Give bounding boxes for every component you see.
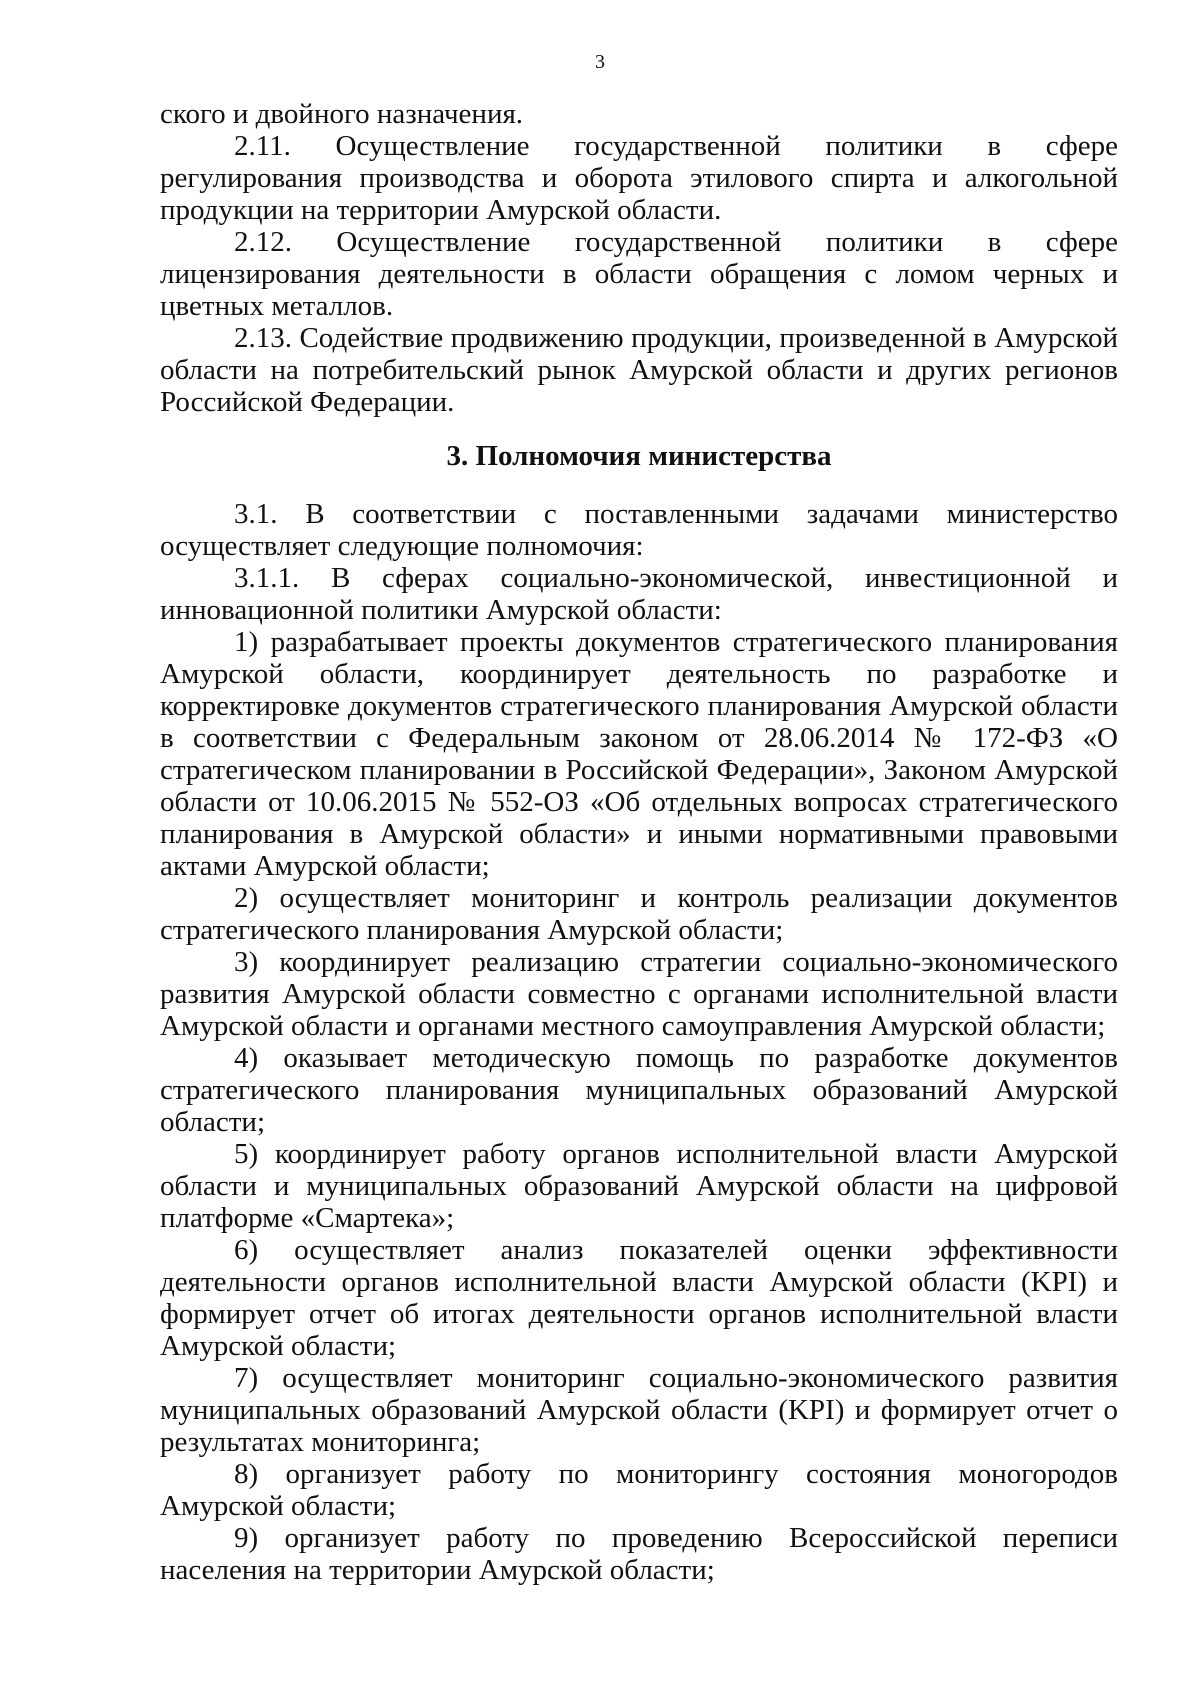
list-item-2: 2) осуществляет мониторинг и контроль реализации документов стратегического планирования Амурской области; <box>160 882 1118 946</box>
list-item-7: 7) осуществляет мониторинг социально-экономического развития муниципальных образований Амурской области (KPI) и формирует отчет о результатах мониторинга; <box>160 1362 1118 1458</box>
section-heading: 3. Полномочия министерства <box>446 440 832 472</box>
list-item-5: 5) координирует работу органов исполнительной власти Амурской области и муниципальных образований Амурской области на цифровой платформе «Смартека»; <box>160 1138 1118 1234</box>
list-item-9: 9) организует работу по проведению Всероссийской переписи населения на территории Амурской области; <box>160 1522 1118 1586</box>
list-item-6: 6) осуществляет анализ показателей оценки эффективности деятельности органов исполнительной власти Амурской области (KPI) и формирует отчет об итогах деятельности органов исполнительной власти Амурской области; <box>160 1234 1118 1362</box>
list-item-4: 4) оказывает методическую помощь по разработке документов стратегического планирования муниципальных образований Амурской области; <box>160 1042 1118 1138</box>
paragraph-2-13: 2.13. Содействие продвижению продукции, произведенной в Амурской области на потребительский рынок Амурской области и других регионов Российской Федерации. <box>160 322 1118 418</box>
paragraph-2-12: 2.12. Осуществление государственной политики в сфере лицензирования деятельности в области обращения с ломом черных и цветных металлов. <box>160 226 1118 322</box>
paragraph-3-1: 3.1. В соответствии с поставленными задачами министерство осуществляет следующие полномочия: <box>160 498 1118 562</box>
page-number: 3 <box>595 51 605 73</box>
paragraph-continuation: ского и двойного назначения. <box>160 98 524 130</box>
list-item-8: 8) организует работу по мониторингу состояния моногородов Амурской области; <box>160 1458 1118 1522</box>
list-item-3: 3) координирует реализацию стратегии социально-экономического развития Амурской области совместно с органами исполнительной власти Амурской области и органами местного самоуправления Амурской области; <box>160 946 1118 1042</box>
paragraph-2-11: 2.11. Осуществление государственной политики в сфере регулирования производства и оборота этилового спирта и алкогольной продукции на территории Амурской области. <box>160 130 1118 226</box>
list-item-1: 1) разрабатывает проекты документов стратегического планирования Амурской области, координирует деятельность по разработке и корректировке документов стратегического планирования Амурской области в соответствии с Федеральным законом от 28.06.2014 № 172-ФЗ «О стратегическом планировании в Российской Федерации», Законом Амурской области от 10.06.2015 № 552-ОЗ «Об отдельных вопросах стратегического планирования в Амурской области» и иными нормативными правовыми актами Амурской области; <box>160 626 1118 882</box>
document-body <box>160 98 1118 1586</box>
paragraph-3-1-1: 3.1.1. В сферах социально-экономической, инвестиционной и инновационной политики Амурской области: <box>160 562 1118 626</box>
